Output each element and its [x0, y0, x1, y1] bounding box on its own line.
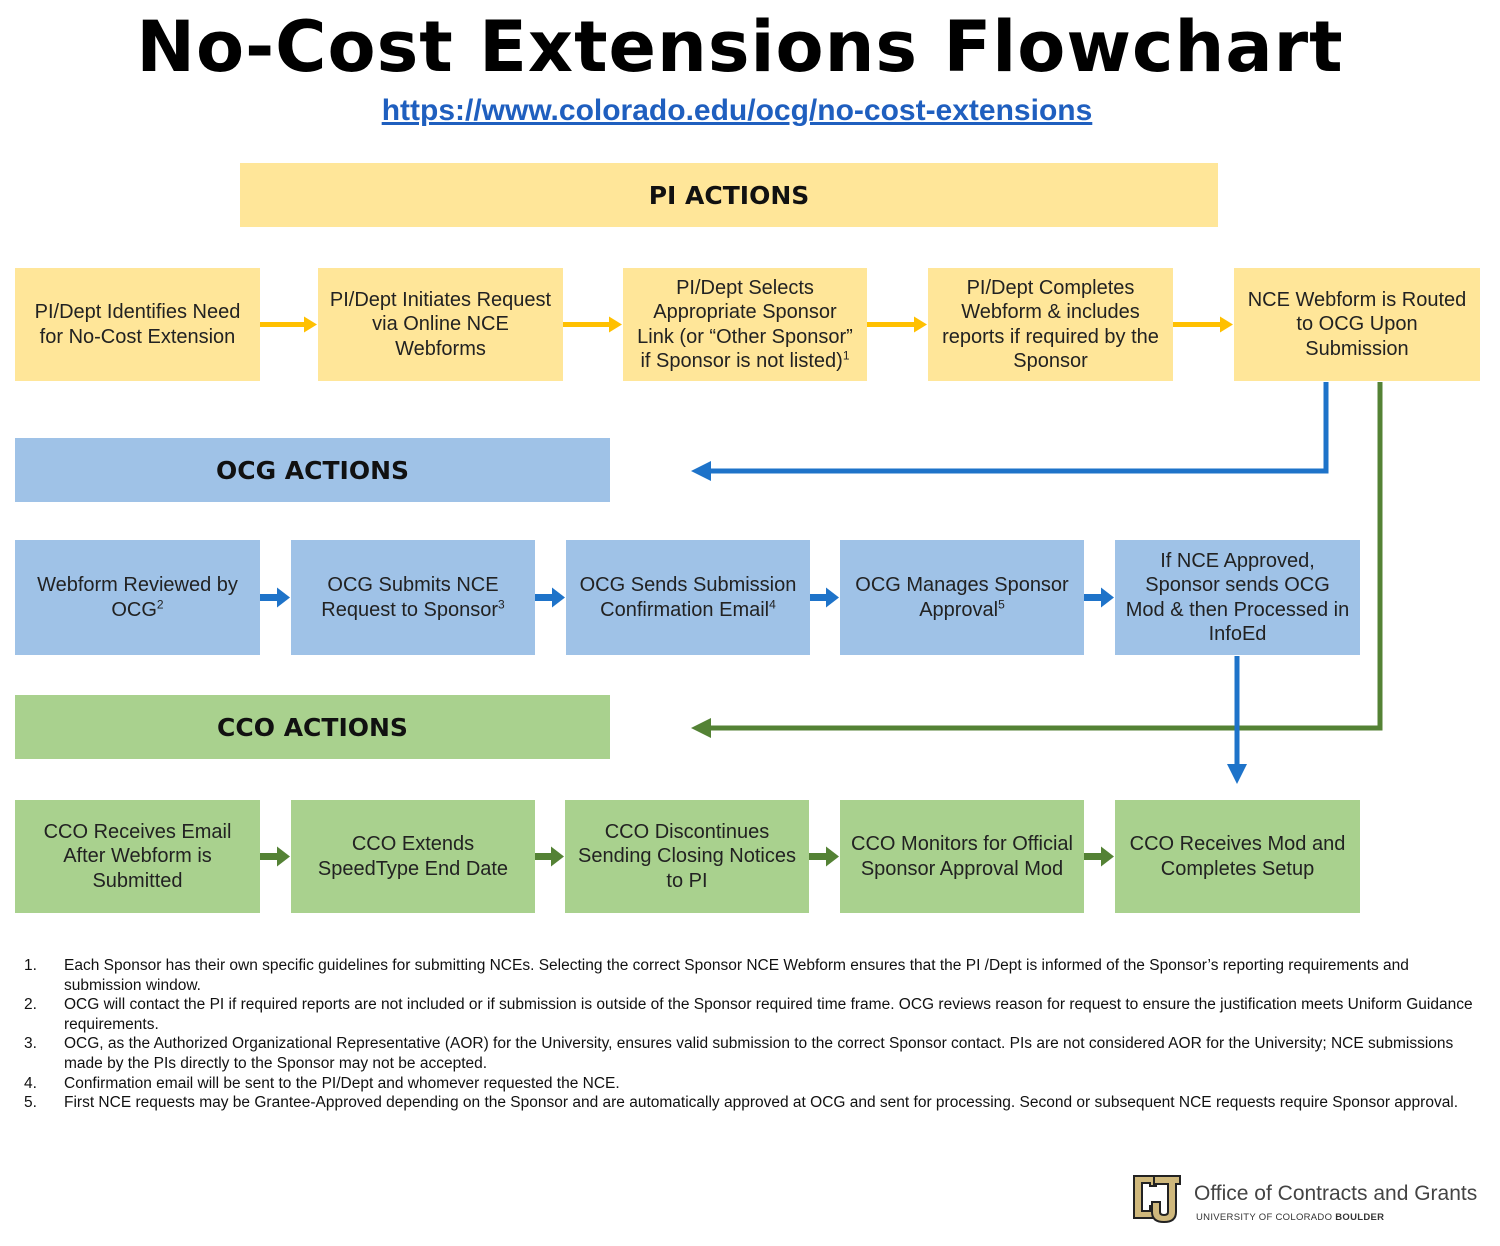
cco-flow-arrow-3 — [809, 847, 839, 867]
step-text-line: Submitted — [92, 869, 183, 892]
footnote-number: 1. — [24, 957, 37, 974]
step-text-line: NCE Webform is Routed — [1247, 288, 1467, 311]
footnote-2 — [24, 995, 1474, 1034]
footnote-text: Each Sponsor has their own specific guidelines for submitting NCEs. Selecting the correct Sponsor NCE Webform ensures that the PI /Dept is informed of the Sponsor’s reporting requirements and submission window. — [64, 957, 1409, 994]
footnotes — [24, 956, 1474, 1113]
pi-flow-arrow-3 — [867, 317, 927, 333]
ocg-actions-header: OCG ACTIONS — [15, 438, 610, 502]
step-text-line: Approval$^5$ — [919, 596, 1005, 621]
step-text-line: Sponsor — [1013, 350, 1088, 372]
step-text-line: Request to Sponsor$^3$ — [321, 596, 505, 621]
step-text-line: CCO Receives Email — [43, 820, 232, 843]
step-text-line: if Sponsor is not listed)$^1$ — [640, 348, 850, 372]
step-text-line: Completes Setup — [1160, 857, 1315, 880]
footnote-ref: 5 — [998, 596, 1005, 611]
footnote-ref: 2 — [156, 596, 164, 611]
logo-university-name: UNIVERSITY OF COLORADO BOULDER — [1196, 1212, 1385, 1223]
footnote-3 — [24, 1034, 1474, 1073]
step-text-line: OCG Sends Submission — [579, 574, 797, 596]
step-text-line: to OCG Upon — [1296, 313, 1418, 336]
ocg-flow-arrow-3 — [810, 588, 839, 608]
step-text-line: via Online NCE — [372, 313, 509, 336]
step-text-line: Sending Closing Notices — [578, 845, 796, 868]
cu-logo-icon — [1130, 1172, 1184, 1226]
logo-office-name: Office of Contracts and Grants — [1194, 1182, 1478, 1205]
ocg-flow-arrow-1 — [260, 588, 290, 608]
footnote-number: 4. — [24, 1074, 37, 1092]
footnote-text: First NCE requests may be Grantee-Approved depending on the Sponsor and are automatically approved at OCG and sent for processing. Second or subsequent NCE requests require Sponsor approval. — [64, 1094, 1459, 1112]
pi-flow-arrow-1 — [260, 317, 317, 333]
footnote-number: 5. — [24, 1094, 37, 1112]
cco-actions-header: CCO ACTIONS — [15, 695, 610, 759]
step-text-line: OCG$^2$ — [111, 596, 164, 621]
step-text-line: Webform & includes — [961, 301, 1140, 323]
footnote-5 — [24, 1093, 1474, 1113]
footnote-text: Confirmation email will be sent to the PI/Dept and whomever requested the NCE. — [64, 1074, 620, 1092]
step-text-line: OCG Submits NCE — [327, 574, 499, 596]
route-to-ocg-connector — [700, 382, 1326, 471]
step-text-line: Webforms — [395, 337, 486, 360]
step-text-line: CCO Receives Mod and — [1129, 833, 1346, 855]
step-text-line: Sponsor sends OCG — [1145, 574, 1330, 596]
pi-flow-arrow-2 — [563, 317, 622, 333]
step-text-line: for No-Cost Extension — [39, 325, 236, 348]
cco-flow-arrow-1 — [260, 847, 290, 867]
step-text-line: to PI — [666, 869, 708, 892]
step-text-line: PI/Dept Completes — [966, 276, 1135, 299]
ocg-link[interactable]: https://www.colorado.edu/ocg/no-cost-extensions — [381, 94, 1093, 127]
step-text-line: SpeedType End Date — [317, 857, 509, 880]
footnote-number: 2. — [24, 996, 37, 1014]
step-text-line: CCO Extends — [351, 833, 475, 855]
route-to-cco-connector — [700, 382, 1380, 728]
step-text-line: If NCE Approved, — [1160, 549, 1315, 572]
pi-actions-header: PI ACTIONS — [240, 163, 1218, 227]
step-text-line: PI/Dept Selects — [676, 276, 814, 299]
step-text-line: CCO Discontinues — [604, 820, 770, 843]
footnote-text: OCG, as the Authorized Organizational Representative (AOR) for the University, ensures valid submission to the correct Sponsor contact. PIs are not considered AOR for the University; NCE submissions made by the PIs directly to the Sponsor may not be accepted. — [64, 1035, 1454, 1072]
step-text-line: Sponsor Approval Mod — [860, 857, 1064, 880]
step-text-line: OCG Manages Sponsor — [855, 574, 1069, 596]
step-text-line: CCO Monitors for Official — [851, 833, 1073, 855]
footnote-text: OCG will contact the PI if required reports are not included or if submission is outside of the Sponsor required time frame. OCG reviews reason for request to ensure the justification meets Uniform Guidance requirements. — [64, 996, 1473, 1033]
step-text-line: PI/Dept Identifies Need — [34, 301, 241, 323]
ocg-logo — [1130, 1172, 1478, 1228]
page-title: No-Cost Extensions Flowchart — [136, 6, 1344, 88]
step-text-line: Webform Reviewed by — [37, 574, 238, 596]
step-text-line: Link (or “Other Sponsor” — [637, 325, 853, 348]
step-text-line: Mod & then Processed in — [1125, 598, 1350, 621]
ocg-flow-arrow-4 — [1084, 588, 1114, 608]
step-text-line: PI/Dept Initiates Request — [329, 288, 552, 311]
step-text-line: Appropriate Sponsor — [653, 301, 837, 323]
step-text-line: reports if required by the — [942, 325, 1159, 348]
cco-flow-arrow-4 — [1084, 847, 1114, 867]
step-text-line: Confirmation Email$^4$ — [600, 596, 776, 621]
footnote-4 — [24, 1074, 1474, 1094]
step-text-line: Submission — [1305, 337, 1409, 360]
pi-flow-arrow-4 — [1173, 317, 1233, 333]
footnote-ref: 3 — [498, 596, 505, 611]
ocg-flow-arrow-2 — [535, 588, 565, 608]
step-text-line: After Webform is — [63, 845, 212, 868]
cco-flow-arrow-2 — [535, 847, 564, 867]
footnote-1 — [24, 956, 1474, 995]
step-text-line: InfoEd — [1208, 623, 1267, 645]
footnote-number: 3. — [24, 1035, 37, 1053]
footnote-ref: 1 — [842, 348, 850, 363]
footnote-ref: 4 — [769, 596, 776, 611]
